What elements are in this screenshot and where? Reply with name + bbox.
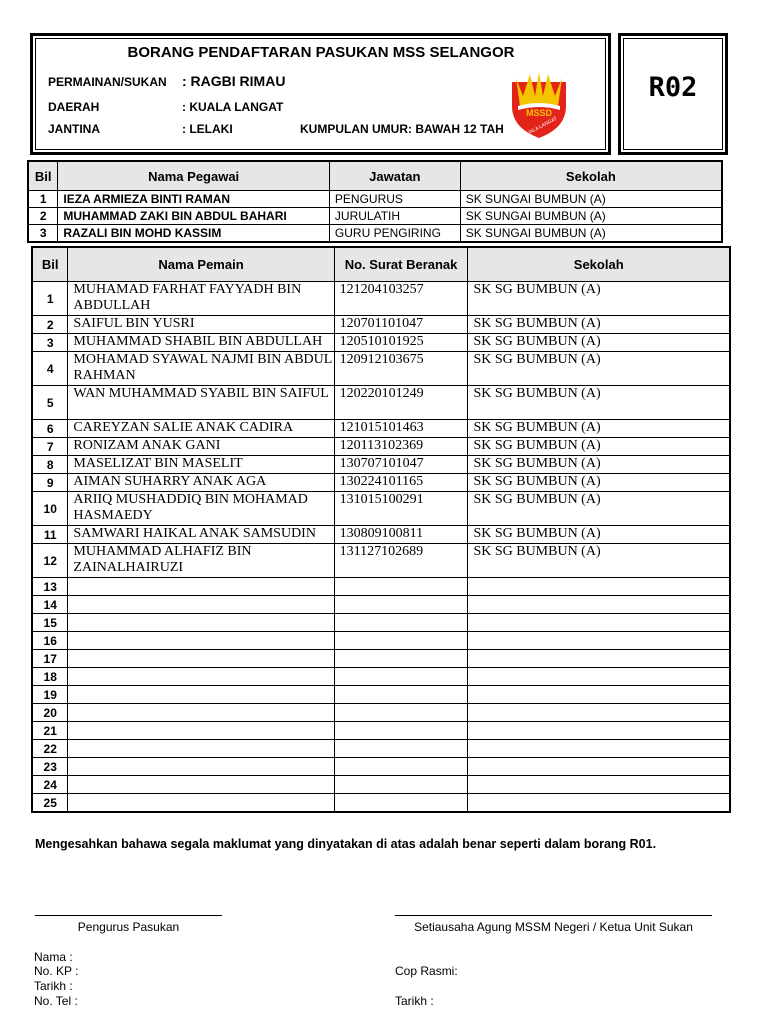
table-row <box>32 544 730 578</box>
players-header-row <box>32 247 730 282</box>
player-no-surat-beranak: 120113102369 <box>334 438 468 456</box>
player-no-surat-beranak: 120510101925 <box>334 334 468 352</box>
player-sekolah: SK SG BUMBUN (A) <box>468 492 730 526</box>
logo-text: MSSD <box>525 108 553 118</box>
player-no-surat-beranak <box>334 668 468 686</box>
table-row <box>32 492 730 526</box>
table-row <box>32 420 730 438</box>
player-sekolah <box>468 776 730 794</box>
player-no-surat-beranak: 121015101463 <box>334 420 468 438</box>
table-row <box>32 614 730 632</box>
player-sekolah <box>468 596 730 614</box>
player-sekolah: SK SG BUMBUN (A) <box>468 474 730 492</box>
player-bil: 5 <box>32 386 68 420</box>
mssd-crest-icon <box>508 70 570 140</box>
form-code: R02 <box>648 72 698 103</box>
table-row <box>28 208 722 225</box>
player-nama <box>68 614 334 632</box>
player-sekolah: SK SG BUMBUN (A) <box>468 334 730 352</box>
player-nama <box>68 632 334 650</box>
jantina-label: JANTINA <box>48 122 101 136</box>
player-nama: ARIIQ MUSHADDIQ BIN MOHAMAD HASMAEDY <box>68 492 334 526</box>
table-row <box>32 474 730 492</box>
player-bil: 17 <box>32 650 68 668</box>
col-nama-pegawai: Nama Pegawai <box>58 161 330 191</box>
player-sekolah <box>468 632 730 650</box>
player-sekolah <box>468 650 730 668</box>
player-nama <box>68 686 334 704</box>
player-bil: 11 <box>32 526 68 544</box>
player-no-surat-beranak: 131015100291 <box>334 492 468 526</box>
player-no-surat-beranak <box>334 578 468 596</box>
official-jawatan: PENGURUS <box>329 191 460 208</box>
officials-header-row <box>28 161 722 191</box>
table-row <box>32 794 730 813</box>
player-no-surat-beranak <box>334 794 468 813</box>
player-sekolah: SK SG BUMBUN (A) <box>468 352 730 386</box>
col-jawatan: Jawatan <box>329 161 460 191</box>
player-no-surat-beranak <box>334 614 468 632</box>
table-row <box>32 776 730 794</box>
player-bil: 2 <box>32 316 68 334</box>
player-bil: 19 <box>32 686 68 704</box>
col-bil: Bil <box>32 247 68 282</box>
player-no-surat-beranak <box>334 740 468 758</box>
permainan-label: PERMAINAN/SUKAN <box>48 75 167 89</box>
player-no-surat-beranak <box>334 650 468 668</box>
official-jawatan: JURULATIH <box>329 208 460 225</box>
player-no-surat-beranak: 130707101047 <box>334 456 468 474</box>
player-sekolah <box>468 794 730 813</box>
player-no-surat-beranak: 130809100811 <box>334 526 468 544</box>
official-nama: IEZA ARMIEZA BINTI RAMAN <box>58 191 330 208</box>
player-sekolah <box>468 740 730 758</box>
player-sekolah <box>468 722 730 740</box>
kumpulan-umur: KUMPULAN UMUR: BAWAH 12 TAH <box>300 122 504 136</box>
player-bil: 24 <box>32 776 68 794</box>
player-no-surat-beranak: 120701101047 <box>334 316 468 334</box>
table-row <box>32 722 730 740</box>
table-row <box>32 352 730 386</box>
col-bil: Bil <box>28 161 58 191</box>
player-sekolah <box>468 704 730 722</box>
player-sekolah: SK SG BUMBUN (A) <box>468 386 730 420</box>
player-nama: MUHAMAD FARHAT FAYYADH BIN ABDULLAH <box>68 282 334 316</box>
official-nama: MUHAMMAD ZAKI BIN ABDUL BAHARI <box>58 208 330 225</box>
logo-subtext: KUALA LANGAT <box>522 115 559 139</box>
player-no-surat-beranak: 131127102689 <box>334 544 468 578</box>
player-nama: MUHAMMAD ALHAFIZ BIN ZAINALHAIRUZI <box>68 544 334 578</box>
player-nama: WAN MUHAMMAD SYABIL BIN SAIFUL <box>68 386 334 420</box>
player-no-surat-beranak <box>334 632 468 650</box>
player-no-surat-beranak <box>334 776 468 794</box>
official-bil: 2 <box>28 208 58 225</box>
player-bil: 3 <box>32 334 68 352</box>
col-sekolah: Sekolah <box>460 161 722 191</box>
table-row <box>32 686 730 704</box>
cop-rasmi-field: Cop Rasmi: <box>395 964 458 978</box>
player-no-surat-beranak: 120912103675 <box>334 352 468 386</box>
table-row <box>32 316 730 334</box>
player-nama <box>68 722 334 740</box>
player-nama <box>68 650 334 668</box>
player-bil: 23 <box>32 758 68 776</box>
player-no-surat-beranak: 130224101165 <box>334 474 468 492</box>
table-row <box>28 225 722 243</box>
official-nama: RAZALI BIN MOHD KASSIM <box>58 225 330 243</box>
table-row <box>32 758 730 776</box>
col-no-surat-beranak: No. Surat Beranak <box>334 247 468 282</box>
table-row <box>32 650 730 668</box>
official-sekolah: SK SUNGAI BUMBUN (A) <box>460 225 722 243</box>
player-nama: RONIZAM ANAK GANI <box>68 438 334 456</box>
player-no-surat-beranak: 120220101249 <box>334 386 468 420</box>
player-nama <box>68 740 334 758</box>
player-sekolah: SK SG BUMBUN (A) <box>468 456 730 474</box>
table-row <box>32 386 730 420</box>
player-nama: SAIFUL BIN YUSRI <box>68 316 334 334</box>
player-bil: 22 <box>32 740 68 758</box>
table-row <box>32 578 730 596</box>
table-row <box>32 526 730 544</box>
table-row <box>32 740 730 758</box>
table-row <box>32 282 730 316</box>
player-bil: 18 <box>32 668 68 686</box>
player-sekolah: SK SG BUMBUN (A) <box>468 420 730 438</box>
official-sekolah: SK SUNGAI BUMBUN (A) <box>460 208 722 225</box>
player-no-surat-beranak <box>334 722 468 740</box>
pengurus-caption: Pengurus Pasukan <box>77 920 180 934</box>
player-nama <box>68 794 334 813</box>
table-row <box>32 456 730 474</box>
player-nama <box>68 704 334 722</box>
setiausaha-caption: Setiausaha Agung MSSM Negeri / Ketua Unit Sukan <box>414 920 693 934</box>
player-sekolah: SK SG BUMBUN (A) <box>468 526 730 544</box>
player-bil: 14 <box>32 596 68 614</box>
player-bil: 4 <box>32 352 68 386</box>
player-sekolah: SK SG BUMBUN (A) <box>468 438 730 456</box>
player-sekolah: SK SG BUMBUN (A) <box>468 282 730 316</box>
player-nama <box>68 776 334 794</box>
player-no-surat-beranak <box>334 758 468 776</box>
no-kp-field: No. KP : <box>34 964 79 978</box>
table-row <box>32 596 730 614</box>
officials-table <box>27 160 723 243</box>
player-bil: 20 <box>32 704 68 722</box>
player-no-surat-beranak <box>334 686 468 704</box>
player-bil: 6 <box>32 420 68 438</box>
player-nama <box>68 758 334 776</box>
player-bil: 8 <box>32 456 68 474</box>
player-sekolah: SK SG BUMBUN (A) <box>468 316 730 334</box>
players-table <box>31 246 731 813</box>
player-nama: MOHAMAD SYAWAL NAJMI BIN ABDUL RAHMAN <box>68 352 334 386</box>
form-title: BORANG PENDAFTARAN PASUKAN MSS SELANGOR <box>127 44 515 61</box>
permainan-value: : RAGBI RIMAU <box>182 73 286 89</box>
table-row <box>32 668 730 686</box>
player-sekolah: SK SG BUMBUN (A) <box>468 544 730 578</box>
signature-line-left <box>35 915 222 916</box>
table-row <box>32 334 730 352</box>
table-row <box>32 438 730 456</box>
player-bil: 1 <box>32 282 68 316</box>
nama-field: Nama : <box>34 950 73 964</box>
player-sekolah <box>468 686 730 704</box>
official-bil: 1 <box>28 191 58 208</box>
player-nama: CAREYZAN SALIE ANAK CADIRA <box>68 420 334 438</box>
tarikh-field: Tarikh : <box>34 979 73 993</box>
player-bil: 7 <box>32 438 68 456</box>
jantina-value: : LELAKI <box>182 122 233 136</box>
col-sekolah: Sekolah <box>468 247 730 282</box>
no-tel-field: No. Tel : <box>34 994 78 1008</box>
official-jawatan: GURU PENGIRING <box>329 225 460 243</box>
player-bil: 13 <box>32 578 68 596</box>
player-bil: 15 <box>32 614 68 632</box>
table-row <box>28 191 722 208</box>
confirmation-text: Mengesahkan bahawa segala maklumat yang dinyatakan di atas adalah benar seperti dalam borang R01. <box>35 837 657 851</box>
player-nama: SAMWARI HAIKAL ANAK SAMSUDIN <box>68 526 334 544</box>
player-bil: 12 <box>32 544 68 578</box>
player-no-surat-beranak <box>334 596 468 614</box>
player-nama <box>68 668 334 686</box>
signature-line-right <box>395 915 712 916</box>
player-nama: AIMAN SUHARRY ANAK AGA <box>68 474 334 492</box>
table-row <box>32 704 730 722</box>
daerah-value: : KUALA LANGAT <box>182 100 284 114</box>
player-bil: 16 <box>32 632 68 650</box>
player-sekolah <box>468 758 730 776</box>
player-nama: MUHAMMAD SHABIL BIN ABDULLAH <box>68 334 334 352</box>
daerah-label: DAERAH <box>48 100 100 114</box>
player-sekolah <box>468 668 730 686</box>
tarikh-right-field: Tarikh : <box>395 994 434 1008</box>
official-bil: 3 <box>28 225 58 243</box>
player-bil: 21 <box>32 722 68 740</box>
table-row <box>32 632 730 650</box>
player-sekolah <box>468 614 730 632</box>
player-no-surat-beranak <box>334 704 468 722</box>
official-sekolah: SK SUNGAI BUMBUN (A) <box>460 191 722 208</box>
player-bil: 10 <box>32 492 68 526</box>
player-no-surat-beranak: 121204103257 <box>334 282 468 316</box>
player-nama: MASELIZAT BIN MASELIT <box>68 456 334 474</box>
player-sekolah <box>468 578 730 596</box>
player-bil: 9 <box>32 474 68 492</box>
player-nama <box>68 578 334 596</box>
col-nama-pemain: Nama Pemain <box>68 247 334 282</box>
player-bil: 25 <box>32 794 68 813</box>
player-nama <box>68 596 334 614</box>
